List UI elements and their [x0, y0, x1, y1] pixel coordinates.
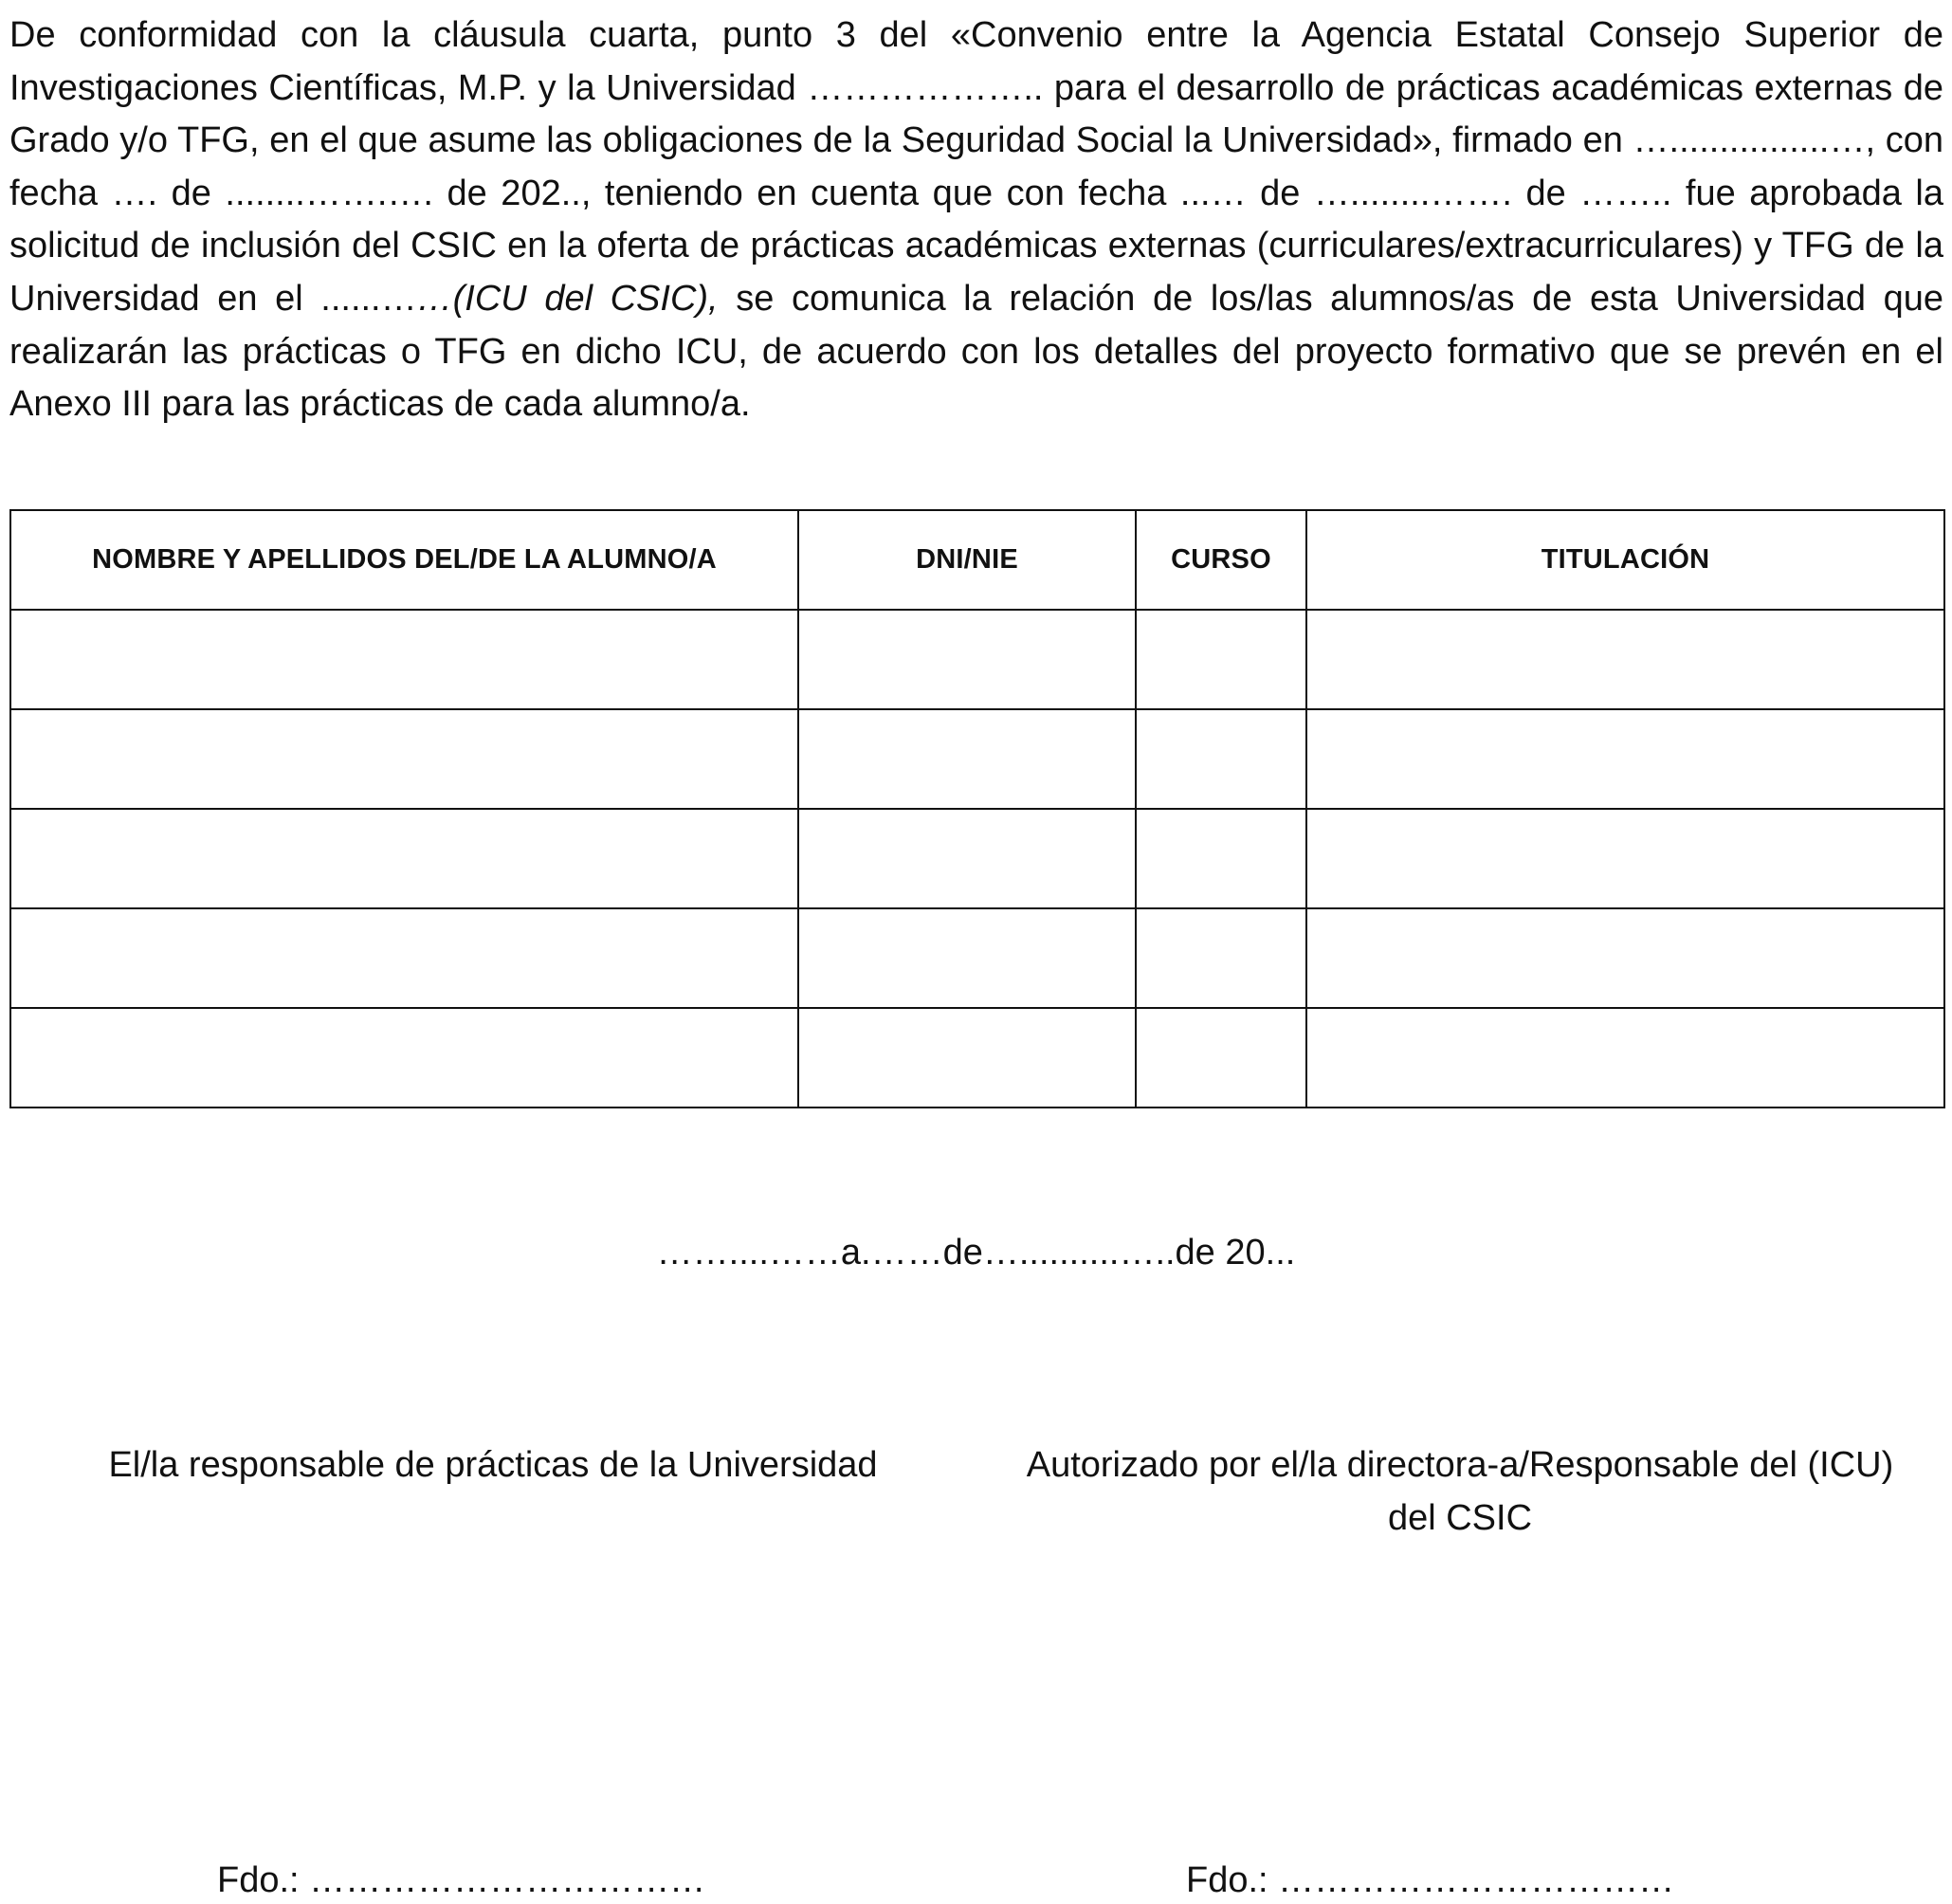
cell-curso[interactable]	[1136, 1008, 1306, 1108]
date-place-line: ……....……a.……de…..........…..de 20...	[656, 1233, 1296, 1272]
cell-dni-nie[interactable]	[798, 709, 1136, 809]
cell-titulacion[interactable]	[1306, 809, 1944, 908]
university-signature-line: Fdo.: ……………………………	[217, 1860, 706, 1900]
cell-curso[interactable]	[1136, 809, 1306, 908]
cell-curso[interactable]	[1136, 709, 1306, 809]
cell-dni-nie[interactable]	[798, 1008, 1136, 1108]
cell-nombre[interactable]	[10, 809, 798, 908]
table-row	[10, 908, 1944, 1008]
students-table	[9, 509, 1945, 1108]
cell-nombre[interactable]	[10, 709, 798, 809]
intro-paragraph	[9, 9, 1943, 431]
cell-curso[interactable]	[1136, 908, 1306, 1008]
header-titulacion: TITULACIÓN	[1306, 510, 1944, 610]
cell-titulacion[interactable]	[1306, 908, 1944, 1008]
cell-nombre[interactable]	[10, 908, 798, 1008]
table-row	[10, 709, 1944, 809]
cell-nombre[interactable]	[10, 1008, 798, 1108]
cell-dni-nie[interactable]	[798, 809, 1136, 908]
table-header-row	[10, 510, 1944, 610]
cell-dni-nie[interactable]	[798, 610, 1136, 709]
cell-curso[interactable]	[1136, 610, 1306, 709]
header-curso: CURSO	[1136, 510, 1306, 610]
table-row	[10, 809, 1944, 908]
cell-titulacion[interactable]	[1306, 709, 1944, 809]
university-signatory-title: El/la responsable de prácticas de la Universidad	[108, 1445, 878, 1485]
cell-titulacion[interactable]	[1306, 1008, 1944, 1108]
table-row	[10, 610, 1944, 709]
intro-text-italic: …(ICU del CSIC),	[416, 278, 719, 319]
header-nombre: NOMBRE Y APELLIDOS DEL/DE LA ALUMNO/A	[10, 510, 798, 610]
intro-text-end: se comunica la relación de los/las alumnos/as de esta Universidad que realizarán las prácticas o TFG en dicho ICU, de acuerdo con los detalles del proyecto formativo que se prevén en el Anexo III para las prácticas de cada alumno/a.	[9, 278, 1944, 425]
header-dni-nie: DNI/NIE	[798, 510, 1136, 610]
table-row	[10, 1008, 1944, 1108]
csic-signatory-title: Autorizado por el/la directora-a/Responsable del (ICU) del CSIC	[1026, 1445, 1894, 1538]
csic-signature-line: Fdo.: ……………………………	[1186, 1860, 1675, 1900]
cell-nombre[interactable]	[10, 610, 798, 709]
intro-text-main: De conformidad con la cláusula cuarta, punto 3 del «Convenio entre la Agencia Estatal Consejo Superior de Investigaciones Científicas, M.P. y la Universidad ……………….. para el desarrollo de prácticas académicas externas de Grado y/o TFG, en el que asume las obligaciones de la Seguridad Social la Universidad», firmado en …................…, con fecha …. de ........…….…. de 202.., teniendo en cuenta que con fecha ...… de …........……. de …….. fue aprobada la solicitud de inclusión del CSIC en la oferta de prácticas académicas externas (curriculares/extracurriculares) y TFG de la Universidad en el ......…	[9, 15, 1943, 319]
cell-dni-nie[interactable]	[798, 908, 1136, 1008]
cell-titulacion[interactable]	[1306, 610, 1944, 709]
